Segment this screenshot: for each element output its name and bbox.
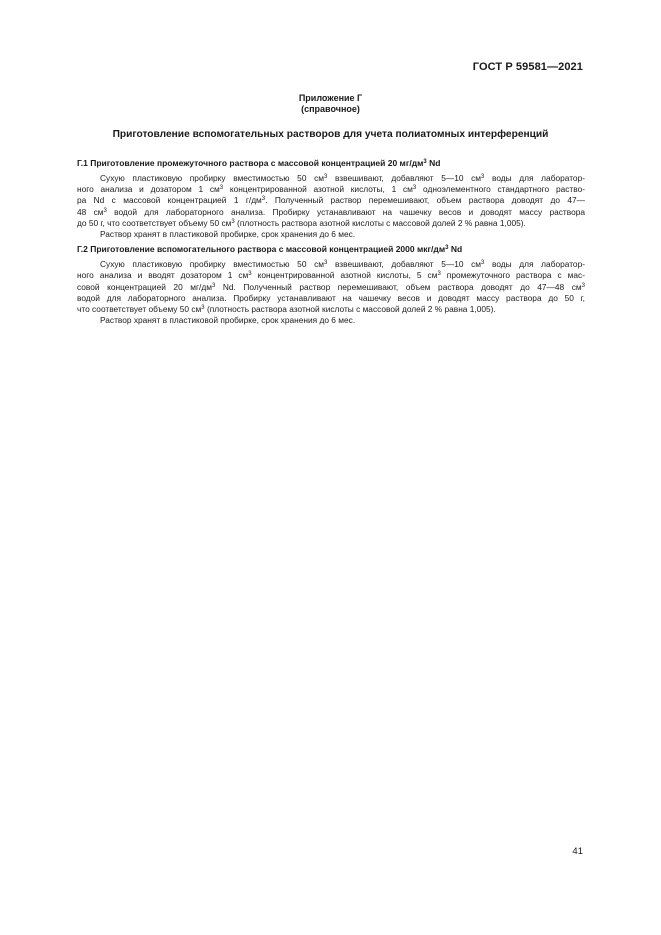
document-title: Приготовление вспомогательных растворов для учета полиатомных интерференций bbox=[112, 129, 549, 140]
text-run: воды для лаборатор- bbox=[484, 259, 585, 270]
superscript: 3 bbox=[423, 159, 427, 165]
text-run: Сухую пластиковую пробирку вместимостью 50 см bbox=[100, 173, 324, 183]
standard-number: ГОСТ Р 59581—2021 bbox=[472, 61, 583, 73]
text-run: водой для лабораторного анализа. Пробирку устанавливают на чашечку весов и доводят массу раствора до 50 г, bbox=[77, 292, 585, 303]
paragraph-line bbox=[77, 304, 585, 315]
superscript: 3 bbox=[481, 174, 485, 180]
superscript: 3 bbox=[211, 282, 216, 289]
section-title-g2 bbox=[77, 244, 585, 255]
superscript: 3 bbox=[219, 185, 224, 192]
paragraph-line bbox=[77, 282, 585, 293]
superscript: 3 bbox=[231, 218, 235, 225]
superscript: 3 bbox=[324, 174, 328, 180]
text-run: Nd. Полученный раствор перемешивают, объем раствора доводят до 47—48 см bbox=[215, 281, 582, 292]
text-run: . Полученный раствор перемешивают, объем раствора доводят до 47— bbox=[265, 195, 585, 206]
superscript: 3 bbox=[324, 260, 328, 267]
text-run: совой концентрацией 20 мг/дм bbox=[77, 281, 212, 292]
text-run: концентрированной азотной кислоты, 5 см bbox=[251, 270, 438, 281]
text-run: 48 см bbox=[77, 206, 104, 217]
text-run: одноэлементного стандартного раство- bbox=[416, 184, 585, 195]
paragraph-line bbox=[100, 173, 585, 184]
page-number: 41 bbox=[572, 846, 583, 857]
text-run: что соответствует объему 50 см bbox=[77, 304, 202, 315]
section-title-suffix: Nd bbox=[448, 244, 463, 255]
storage-note: Раствор хранят в пластиковой пробирке, срок хранения до 6 мес. bbox=[100, 315, 356, 326]
annex-title: Приложение Г bbox=[298, 93, 363, 103]
text-run: ного анализа и вводят дозатором 1 см bbox=[77, 270, 249, 281]
section-g1-paragraph bbox=[77, 173, 585, 240]
text-run: взвешивают, добавляют 5—10 см bbox=[327, 173, 482, 183]
paragraph-line bbox=[77, 207, 585, 218]
section-title-suffix: Nd bbox=[426, 158, 441, 168]
text-run: взвешивают, добавляют 5—10 см bbox=[327, 259, 482, 270]
superscript: 3 bbox=[445, 245, 449, 252]
superscript: 3 bbox=[581, 282, 585, 289]
superscript: 3 bbox=[261, 196, 266, 203]
text-run: до 50 г, что соответствует объему 50 см bbox=[77, 217, 232, 228]
superscript: 3 bbox=[248, 271, 252, 278]
paragraph-line bbox=[77, 293, 585, 304]
paragraph-line bbox=[77, 184, 585, 195]
text-run: водой для лабораторного анализа. Пробирку устанавливают на чашечку весов и доводят массу раствора bbox=[106, 206, 585, 217]
section-title-text: Г.1 Приготовление промежуточного раствора с массовой концентрацией 20 мг/дм bbox=[77, 158, 424, 168]
text-run: (плотность раствора азотной кислоты с массовой долей 2 % равна 1,005). bbox=[234, 217, 526, 228]
superscript: 3 bbox=[481, 260, 485, 267]
text-run: ра Nd с массовой концентрацией 1 г/дм bbox=[77, 195, 262, 206]
superscript: 3 bbox=[437, 271, 441, 278]
paragraph-line bbox=[77, 270, 585, 281]
paragraph-line bbox=[77, 218, 585, 229]
annex-header bbox=[0, 93, 661, 115]
text-run: Сухую пластиковую пробирку вместимостью 50 см bbox=[100, 259, 324, 270]
text-run: концентрированной азотной кислоты, 1 см bbox=[223, 184, 413, 195]
storage-note: Раствор хранят в пластиковой пробирке, срок хранения до 6 мес. bbox=[100, 229, 356, 240]
text-run: промежуточного раствора с мас- bbox=[440, 270, 586, 281]
document-body bbox=[77, 158, 585, 328]
text-run: (плотность раствора азотной кислоты с массовой долей 2 % равна 1,005). bbox=[204, 304, 496, 315]
paragraph-line bbox=[77, 195, 585, 206]
superscript: 3 bbox=[103, 207, 107, 214]
superscript: 3 bbox=[412, 185, 417, 192]
text-run: воды для лаборатор- bbox=[484, 173, 585, 183]
section-title-g1 bbox=[77, 158, 585, 169]
section-title-text: Г.2 Приготовление вспомогательного раствора с массовой концентрацией 2000 мкг/дм bbox=[77, 244, 446, 255]
annex-type: (справочное) bbox=[301, 104, 360, 114]
section-g2-paragraph bbox=[77, 259, 585, 326]
paragraph-line bbox=[100, 259, 585, 270]
text-run: ного анализа и дозатором 1 см bbox=[77, 184, 220, 195]
superscript: 3 bbox=[201, 305, 205, 312]
